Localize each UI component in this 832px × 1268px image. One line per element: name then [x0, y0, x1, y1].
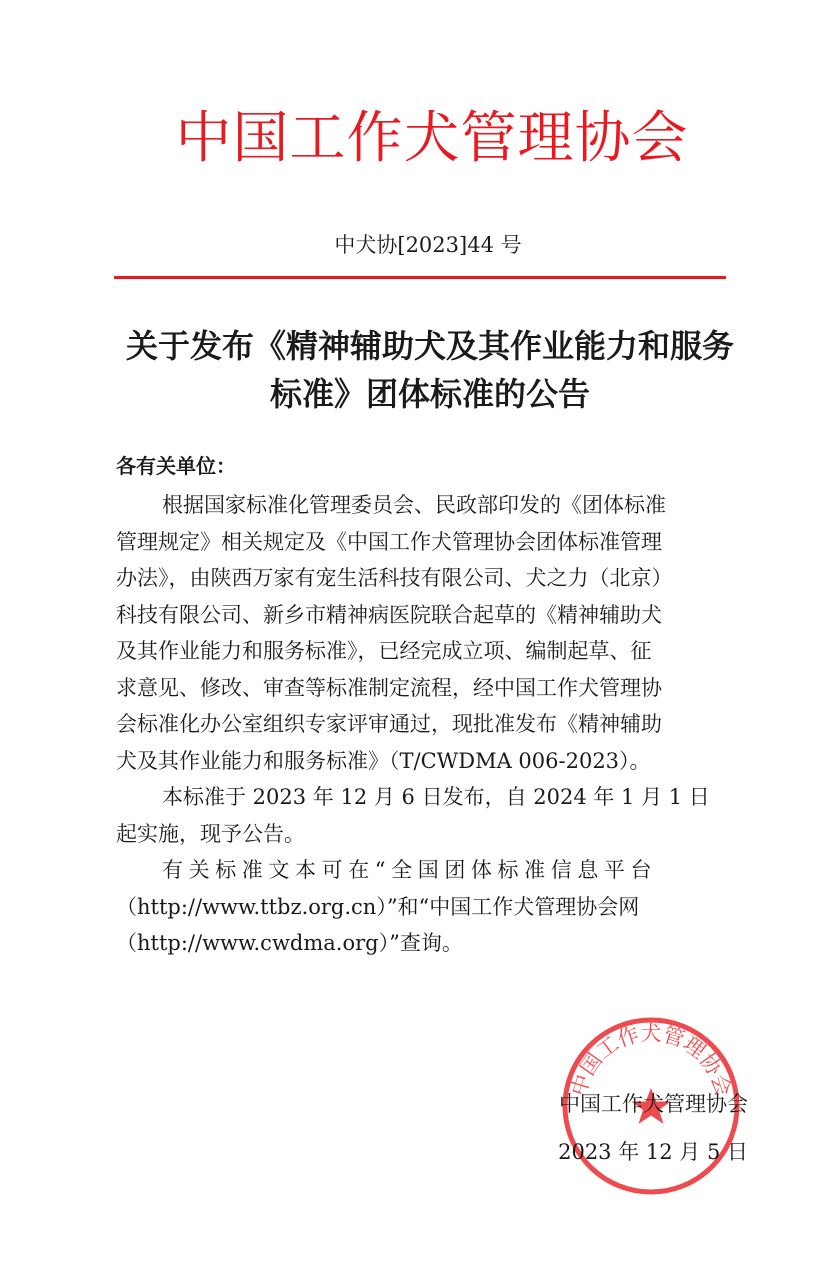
signature-organization: 中国工作犬管理协会	[559, 1092, 748, 1116]
body-p1-line-1: 根据国家标准化管理委员会、民政部印发的《团体标准	[162, 493, 666, 517]
seal-text: 中国工作犬管理协会	[566, 1021, 736, 1099]
red-divider-line	[114, 276, 726, 279]
body-p1-line-3: 办法》，由陕西万家有宠生活科技有限公司、犬之力（北京）	[116, 566, 673, 590]
body-p2-line-1: 本标准于 2023 年 12 月 6 日发布，自 2024 年 1 月 1 日	[162, 785, 710, 809]
body-p1-line-5: 及其作业能力和服务标准》，已经完成立项、编制起草、征	[116, 639, 652, 663]
signature-block	[558, 1080, 748, 1176]
announcement-body	[116, 487, 756, 962]
document-title-line-2: 标准》团体标准的公告	[269, 375, 590, 413]
body-p3-line-2: （http://www.ttbz.org.cn）”和“中国工作犬管理协会网	[116, 894, 640, 919]
body-p1-line-7: 会标准化办公室组织专家评审通过，现批准发布《精神辅助	[116, 712, 662, 736]
document-title	[100, 322, 760, 418]
document-number: 中犬协[2023]44 号	[334, 233, 522, 257]
body-p3-line-1: 有关标准文本可在“全国团体标准信息平台	[162, 858, 658, 882]
salutation: 各有关单位：	[116, 454, 236, 478]
body-p3-line-3: （http://www.cwdma.org）”查询。	[116, 931, 463, 955]
body-p1-line-6: 求意见、修改、审查等标准制定流程，经中国工作犬管理协	[116, 675, 662, 700]
organization-header: 中国工作犬管理协会	[175, 106, 689, 171]
document-title-line-1: 关于发布《精神辅助犬及其作业能力和服务	[125, 327, 734, 365]
body-p1-line-8: 犬及其作业能力和服务标准》（T/CWDMA 006-2023）。	[116, 748, 651, 773]
body-p1-line-2: 管理规定》相关规定及《中国工作犬管理协会团体标准管理	[116, 529, 662, 554]
signature-date: 2023 年 12 月 5 日	[558, 1140, 748, 1164]
body-p2-line-2: 起实施，现予公告。	[116, 821, 305, 846]
body-p1-line-4: 科技有限公司、新乡市精神病医院联合起草的《精神辅助犬	[116, 602, 662, 627]
